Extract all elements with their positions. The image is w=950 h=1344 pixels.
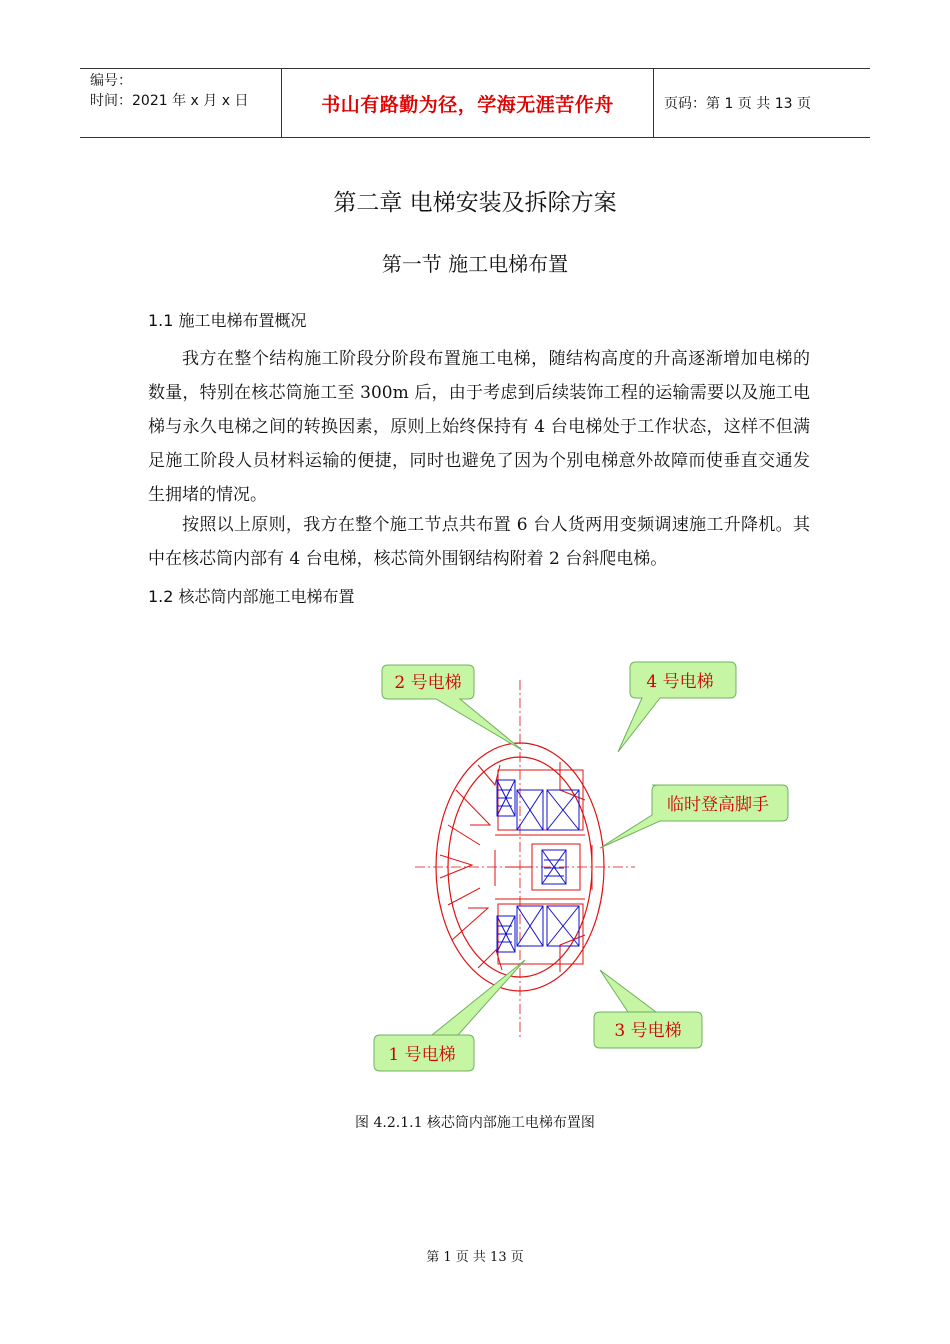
core-tube-elevator-layout-diagram <box>360 650 800 1080</box>
header-left-cell <box>80 69 281 137</box>
callout-elevator-4-label: 4 号电梯 <box>646 672 714 692</box>
paragraph-1: 我方在整个结构施工阶段分阶段布置施工电梯，随结构高度的升高逐渐增加电梯的数量，特别在核芯筒施工至 300m 后，由于考虑到后续装饰工程的运输需要以及施工电梯与永久电梯之间的转换因素，原则上始终保持有 4 台电梯处于工作状态，这样不但满足施工阶段人员材料运输的便捷，同时也避免了因为个别电梯意外故障而使垂直交通发生拥堵的情况。 <box>148 349 810 505</box>
callout-elevator-3-label: 3 号电梯 <box>614 1021 682 1041</box>
header-page-info: 页码：第 1 页 共 13 页 <box>664 96 811 112</box>
page-footer: 第 1 页 共 13 页 <box>426 1250 524 1265</box>
header-table <box>80 68 870 138</box>
section-title: 第一节 施工电梯布置 <box>381 252 569 276</box>
callout-elevator-1-label: 1 号电梯 <box>388 1045 456 1065</box>
subsection-heading-1-2: 1.2 核芯筒内部施工电梯布置 <box>148 587 355 606</box>
callout-elevator-1 <box>374 960 525 1071</box>
subsection-heading-1-1: 1.1 施工电梯布置概况 <box>148 311 307 330</box>
callout-scaffold-label: 临时登高脚手 <box>667 795 769 815</box>
figure-caption: 图 4.2.1.1 核芯筒内部施工电梯布置图 <box>355 1115 595 1131</box>
callout-elevator-2-label: 2 号电梯 <box>394 673 462 693</box>
callout-elevator-2 <box>382 665 522 750</box>
elevator-cars <box>497 780 579 952</box>
paragraph-2: 按照以上原则，我方在整个施工节点共布置 6 台人货两用变频调速施工升降机。其中在核芯筒内部有 4 台电梯，核芯筒外围钢结构附着 2 台斜爬电梯。 <box>148 515 810 569</box>
document-date: 时间：2021 年 x 月 x 日 <box>90 93 249 109</box>
callout-elevator-4 <box>618 662 736 752</box>
document-number-label: 编号： <box>90 73 132 89</box>
callout-temporary-scaffold <box>600 785 788 848</box>
callout-elevator-3 <box>594 970 702 1048</box>
chapter-title: 第二章 电梯安装及拆除方案 <box>333 190 617 216</box>
radial-walls <box>440 762 592 972</box>
header-motto: 书山有路勤为径，学海无涯苦作舟 <box>281 69 654 137</box>
